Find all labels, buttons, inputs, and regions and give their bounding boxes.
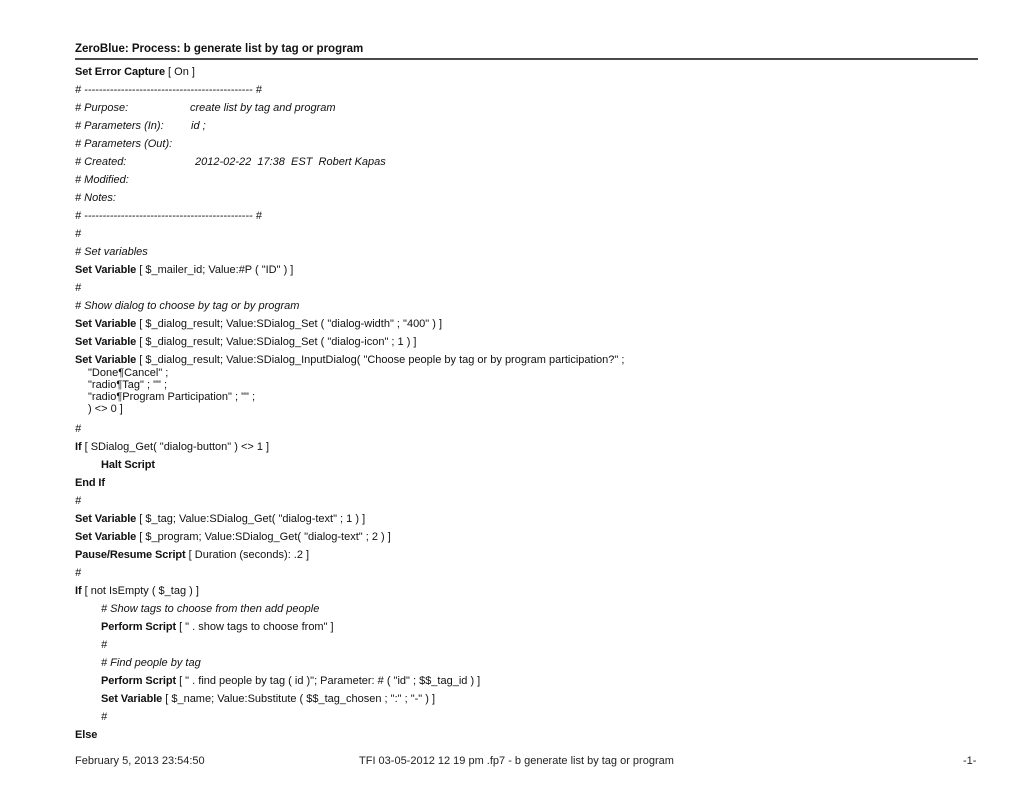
comment-show-dialog: # Show dialog to choose by tag or by program [75,300,300,312]
script-step-end-if [75,474,995,492]
step-args: [ $_name; Value:Substitute ( $$_tag_chosen ; ":" ; "-" ) ] [162,693,436,705]
script-step-set-error-capture [75,63,995,81]
step-name: Halt Script [101,459,155,471]
comment-label: # Purpose: [75,102,129,114]
step-name: End If [75,477,105,489]
step-args: [ $_dialog_result; Value:SDialog_Set ( "dialog-width" ; "400" ) ] [136,318,443,330]
title-divider [75,58,978,60]
step-args: [ $_program; Value:SDialog_Get( "dialog-text" ; 2 ) ] [136,531,391,543]
step-args: [ " . find people by tag ( id )"; Parameter: # ( "id" ; $$_tag_id ) ] [176,675,481,687]
comment-find-people: # Find people by tag [101,657,201,669]
footer-file-info: TFI 03-05-2012 12 19 pm .fp7 - b generate list by tag or program [359,755,674,767]
comment-value: 2012-02-22 17:38 EST Robert Kapas [195,156,386,168]
comment-value: id ; [191,120,206,132]
comment-show-tags: # Show tags to choose from then add people [101,603,320,615]
step-name: Set Variable [75,354,137,366]
step-args-continuation: "Done¶Cancel" ; [88,367,169,379]
script-step-set-variable [75,510,995,528]
step-name: Set Error Capture [75,66,165,78]
footer-page-number: -1- [963,755,977,767]
step-name: Perform Script [101,621,177,633]
comment-blank: # [101,639,108,651]
script-step-set-variable [75,333,995,351]
step-name: If [75,441,82,453]
step-name: Else [75,729,98,741]
step-args: [ $_dialog_result; Value:SDialog_Set ( "dialog-icon" ; 1 ) ] [136,336,417,348]
comment-notes: # Notes: [75,192,116,204]
step-args: [ $_dialog_result; Value:SDialog_InputDialog( "Choose people by tag or by program participation?" ; [136,354,625,366]
script-step-perform-script [75,618,995,636]
script-step-set-variable [75,528,995,546]
script-step-set-variable [75,315,995,333]
step-args: [ SDialog_Get( "dialog-button" ) <> 1 ] [81,441,270,453]
comment-blank: # [75,567,82,579]
script-step-if [75,582,995,600]
step-name: Set Variable [75,318,137,330]
comment-dash-line: # ---------------------------------------------- # [75,84,262,96]
comment-label: # Parameters (In): [75,120,164,132]
step-args-continuation: "radio¶Tag" ; "" ; [88,379,168,391]
step-name: Set Variable [75,264,137,276]
comment-label: # Created: [75,156,127,168]
comment-blank: # [75,423,82,435]
page-title: ZeroBlue: Process: b generate list by tag or program [75,43,364,55]
comment-blank: # [75,282,82,294]
step-name: Set Variable [75,336,137,348]
comment-blank: # [101,711,108,723]
script-step-halt-script [75,456,995,474]
step-args: [ " . show tags to choose from" ] [176,621,334,633]
step-name: Set Variable [75,531,137,543]
step-name: If [75,585,82,597]
script-body [75,63,995,744]
comment-blank: # [75,228,82,240]
comment-set-variables: # Set variables [75,246,148,258]
step-args: [ $_tag; Value:SDialog_Get( "dialog-text" ; 1 ) ] [136,513,366,525]
step-args: [ On ] [165,66,195,78]
step-name: Set Variable [75,513,137,525]
script-step-if [75,438,995,456]
script-step-set-variable [75,690,995,708]
script-step-set-variable [75,261,995,279]
comment-parameters-out: # Parameters (Out): [75,138,173,150]
script-step-set-variable-input-dialog [75,351,995,420]
step-name: Set Variable [101,693,163,705]
footer-timestamp: February 5, 2013 23:54:50 [75,755,205,767]
step-args: [ $_mailer_id; Value:#P ( "ID" ) ] [136,264,294,276]
comment-value: create list by tag and program [190,102,336,114]
comment-dash-line: # ---------------------------------------------- # [75,210,262,222]
step-args: [ not IsEmpty ( $_tag ) ] [81,585,199,597]
step-args-continuation: "radio¶Program Participation" ; "" ; [88,391,256,403]
script-step-pause-resume [75,546,995,564]
comment-parameters-in [75,117,995,135]
step-args-continuation: ) <> 0 ] [88,403,123,415]
comment-modified: # Modified: [75,174,129,186]
step-name: Perform Script [101,675,177,687]
step-args: [ Duration (seconds): .2 ] [185,549,310,561]
comment-purpose [75,99,995,117]
comment-blank: # [75,495,82,507]
script-step-perform-script [75,672,995,690]
script-step-else [75,726,995,744]
step-name: Pause/Resume Script [75,549,186,561]
comment-created [75,153,995,171]
